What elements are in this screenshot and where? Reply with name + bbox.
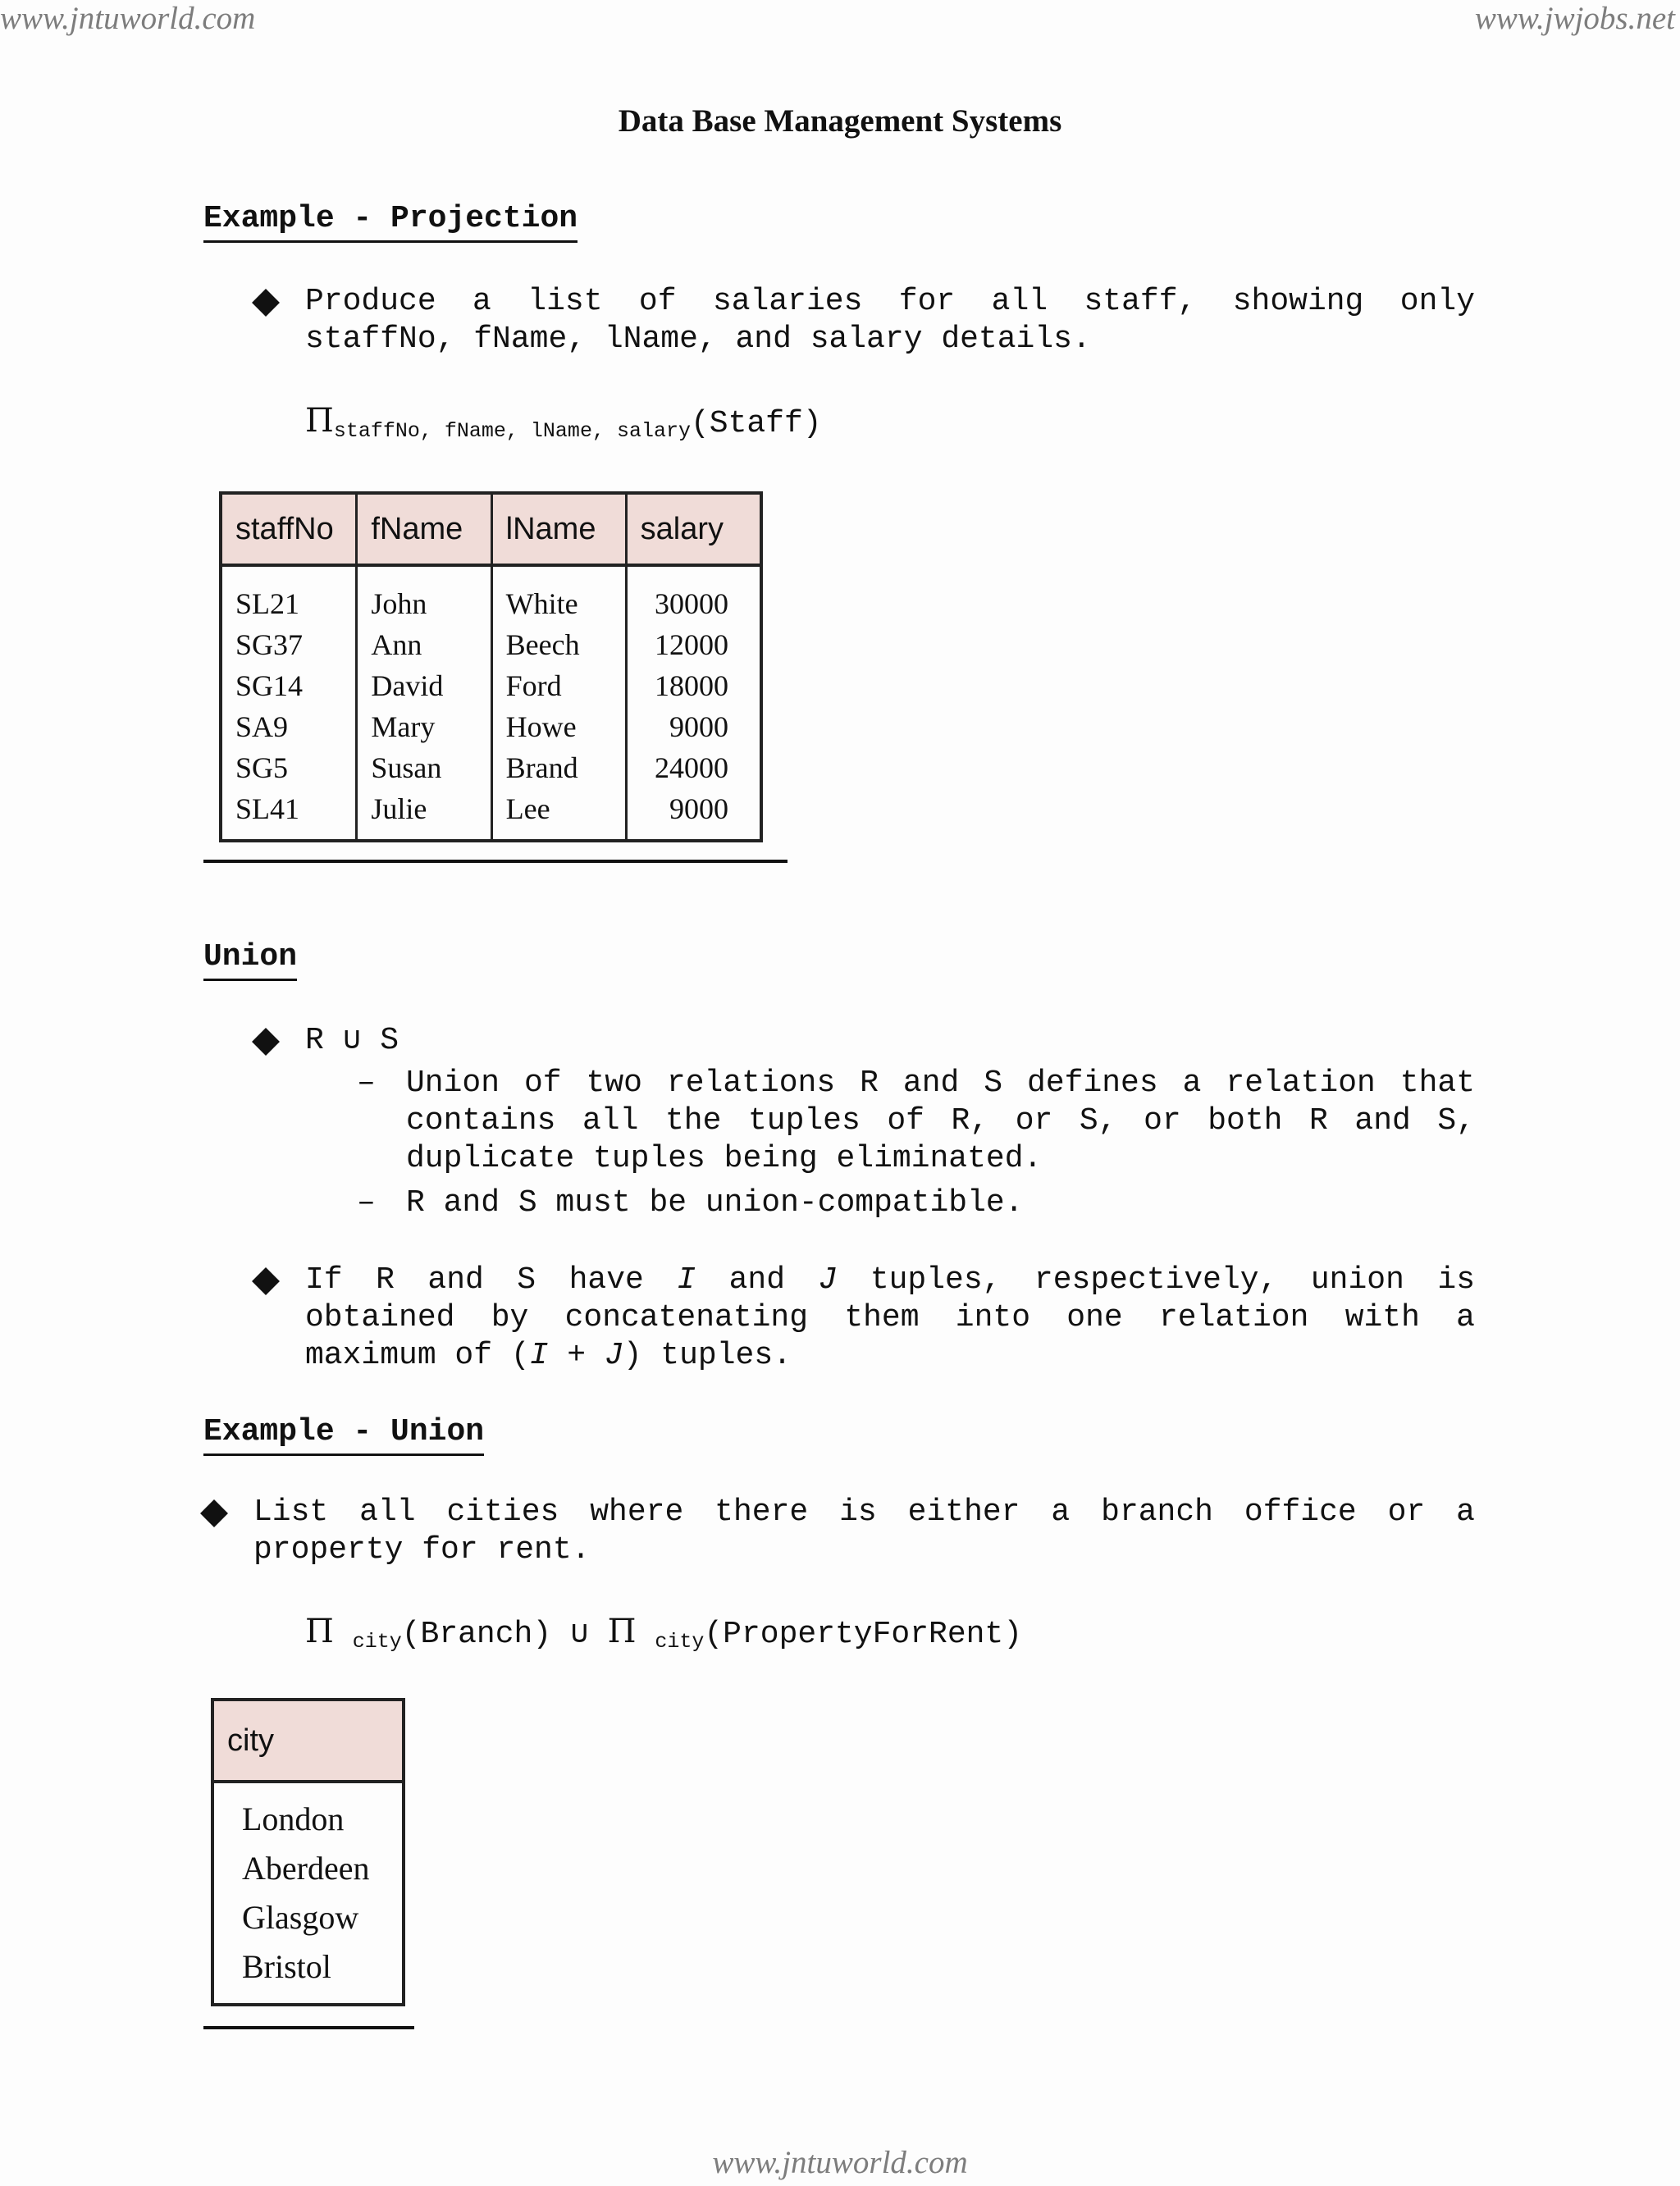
fname-column: [357, 565, 491, 841]
table-cell: Howe: [505, 710, 577, 743]
projection-result-table: [219, 491, 763, 842]
projection-attribute: city: [352, 1630, 402, 1654]
table-cell: David: [371, 669, 444, 702]
table-cell: Beech: [505, 628, 580, 661]
dash-marker: –: [357, 1185, 376, 1221]
table-cell: Bristol: [242, 1948, 331, 1985]
table-cell: 9000: [669, 792, 728, 825]
table-cell: London: [242, 1800, 345, 1837]
projection-divider: [203, 860, 788, 863]
diamond-bullet-icon: [252, 1028, 280, 1056]
union-heading: Union: [203, 938, 297, 981]
page-title: Data Base Management Systems: [618, 103, 1062, 139]
column-header-lname: lName: [491, 493, 626, 565]
projection-attributes: staffNo, fName, lName, salary: [333, 419, 691, 443]
variable-i: I: [529, 1338, 549, 1373]
column-header-salary: salary: [626, 493, 761, 565]
table-body-row: [212, 1782, 404, 2005]
table-cell: Glasgow: [242, 1899, 359, 1936]
variable-i: I: [677, 1262, 696, 1298]
union-tuples-bullet: [305, 1262, 1475, 1375]
variable-j: J: [604, 1338, 623, 1373]
table-cell: 18000: [655, 669, 728, 702]
variable-j: J: [818, 1262, 838, 1298]
union-notation: R ∪ S: [305, 1023, 399, 1058]
table-cell: Ford: [505, 669, 562, 702]
projection-attribute: city: [655, 1630, 705, 1654]
table-cell: Lee: [505, 792, 550, 825]
union-definition-text: Union of two relations R and S defines a relation that contains all the tuples of R, or S, or both R and S, duplicate tuples being eliminated.: [406, 1066, 1475, 1176]
table-body-row: [221, 565, 761, 841]
union-example-text: List all cities where there is either a branch office or a property for rent.: [253, 1495, 1475, 1568]
table-cell: 30000: [655, 587, 728, 620]
projection-heading: Example - Projection: [203, 199, 578, 243]
union-compatible-item: [357, 1184, 1475, 1222]
union-notation-bullet: [305, 1022, 399, 1060]
diamond-bullet-icon: [252, 289, 280, 317]
table-cell: SG5: [235, 751, 289, 784]
table-cell: Aberdeen: [242, 1850, 370, 1887]
pi-symbol: Π: [305, 402, 334, 440]
union-definition-item: [357, 1065, 1475, 1178]
union-symbol: ∪: [551, 1617, 608, 1652]
dash-marker: –: [357, 1066, 376, 1101]
watermark-top-right: www.jwjobs.net: [1474, 1, 1675, 36]
table-cell: SL41: [235, 792, 300, 825]
table-cell: Ann: [371, 628, 422, 661]
diamond-bullet-icon: [200, 1499, 228, 1527]
salary-column: [626, 565, 761, 841]
table-cell: SG37: [235, 628, 304, 661]
column-header-city: city: [212, 1700, 404, 1782]
union-compatible-text: R and S must be union-compatible.: [406, 1185, 1024, 1221]
table-cell: SL21: [235, 587, 300, 620]
union-example-heading: Example - Union: [203, 1412, 484, 1456]
column-header-fname: fName: [357, 493, 491, 565]
projection-formula: [305, 402, 822, 443]
union-example-formula: Π $_{city}$(Branch) ∪ Π $_{city}$(PropertyForRent): [305, 1613, 1023, 1654]
table-cell: 24000: [655, 751, 728, 784]
watermark-bottom: www.jntuworld.com: [712, 2145, 968, 2180]
city-column: [212, 1782, 404, 2005]
pi-symbol: Π: [607, 1613, 637, 1650]
table-cell: SG14: [235, 669, 304, 702]
column-header-staffno: staffNo: [221, 493, 357, 565]
union-example-divider: [203, 2026, 414, 2029]
union-result-table: [211, 1698, 405, 2006]
table-cell: White: [505, 587, 578, 620]
table-cell: Julie: [371, 792, 427, 825]
table-cell: John: [371, 587, 427, 620]
table-cell: 12000: [655, 628, 728, 661]
table-cell: 9000: [669, 710, 728, 743]
projection-bullet: [305, 283, 1475, 358]
table-cell: SA9: [235, 710, 289, 743]
table-cell: Brand: [505, 751, 578, 784]
projection-bullet-text: Produce a list of salaries for all staff, showing only staffNo, fName, lName, and salary details.: [305, 284, 1475, 357]
watermark-top-left: www.jntuworld.com: [0, 1, 256, 36]
pi-symbol: Π: [305, 1613, 334, 1650]
union-example-bullet: [253, 1494, 1475, 1569]
table-cell: Mary: [371, 710, 436, 743]
projection-relation: (Staff): [690, 406, 822, 441]
diamond-bullet-icon: [252, 1267, 280, 1295]
union-tuples-text: If R and S have I and J tuples, respectively, union is obtained by concatenating them into one relation with a maximum of (I + J) tuples.: [305, 1262, 1475, 1373]
lname-column: [491, 565, 626, 841]
table-cell: Susan: [371, 751, 442, 784]
staffno-column: [221, 565, 357, 841]
